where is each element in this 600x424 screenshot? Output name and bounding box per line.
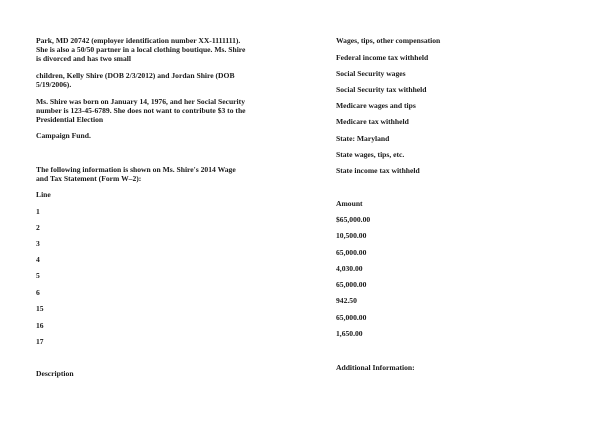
amount-value: 10,500.00 [336, 231, 367, 240]
amount-value: 1,650.00 [336, 329, 363, 338]
children-text-line-1: children, Kelly Shire (DOB 2/3/2012) and Jordan Shire (DOB [36, 71, 235, 80]
line-number: 2 [36, 223, 40, 232]
line-number: 1 [36, 207, 40, 216]
born-text-line-1: Ms. Shire was born on January 14, 1976, and her Social Security [36, 97, 245, 106]
description-item: Federal income tax withheld [336, 53, 429, 62]
line-number: 5 [36, 271, 40, 280]
amount-value: 65,000.00 [336, 248, 367, 257]
born-text-line-3: Presidential Election [36, 115, 104, 124]
description-column-header: Description [36, 369, 74, 378]
line-number: 4 [36, 255, 40, 264]
description-item: Medicare wages and tips [336, 101, 416, 110]
amount-value: $65,000.00 [336, 215, 371, 224]
amount-value: 942.50 [336, 296, 357, 305]
amount-value: 65,000.00 [336, 280, 367, 289]
line-number: 16 [36, 321, 44, 330]
w2-intro-line-1: The following information is shown on Ms. Shire's 2014 Wage [36, 165, 236, 174]
amount-value: 65,000.00 [336, 313, 367, 322]
children-text-line-2: 5/19/2006). [36, 80, 72, 89]
intro-text-line-2: She is also a 50/50 partner in a local clothing boutique. Ms. Shire [36, 45, 246, 54]
line-number: 15 [36, 304, 44, 313]
line-column-header: Line [36, 190, 51, 199]
description-item: State: Maryland [336, 134, 390, 143]
born-text-line-2: number is 123-45-6789. She does not want to contribute $3 to the [36, 106, 246, 115]
intro-text-line-3: is divorced and has two small [36, 54, 132, 63]
line-number: 17 [36, 337, 44, 346]
campaign-fund-text: Campaign Fund. [36, 131, 91, 140]
description-item: Social Security wages [336, 69, 406, 78]
description-item: State wages, tips, etc. [336, 150, 405, 159]
w2-intro-line-2: and Tax Statement (Form W–2): [36, 174, 142, 183]
additional-information-heading: Additional Information: [336, 363, 415, 372]
amount-value: 4,030.00 [336, 264, 363, 273]
intro-text-line-1: Park, MD 20742 (employer identification number XX-1111111). [36, 36, 241, 45]
line-number: 6 [36, 288, 40, 297]
line-number: 3 [36, 239, 40, 248]
description-item: Social Security tax withheld [336, 85, 427, 94]
amount-column-header: Amount [336, 199, 363, 208]
description-item: Medicare tax withheld [336, 117, 409, 126]
description-item: State income tax withheld [336, 166, 420, 175]
description-item: Wages, tips, other compensation [336, 36, 441, 45]
